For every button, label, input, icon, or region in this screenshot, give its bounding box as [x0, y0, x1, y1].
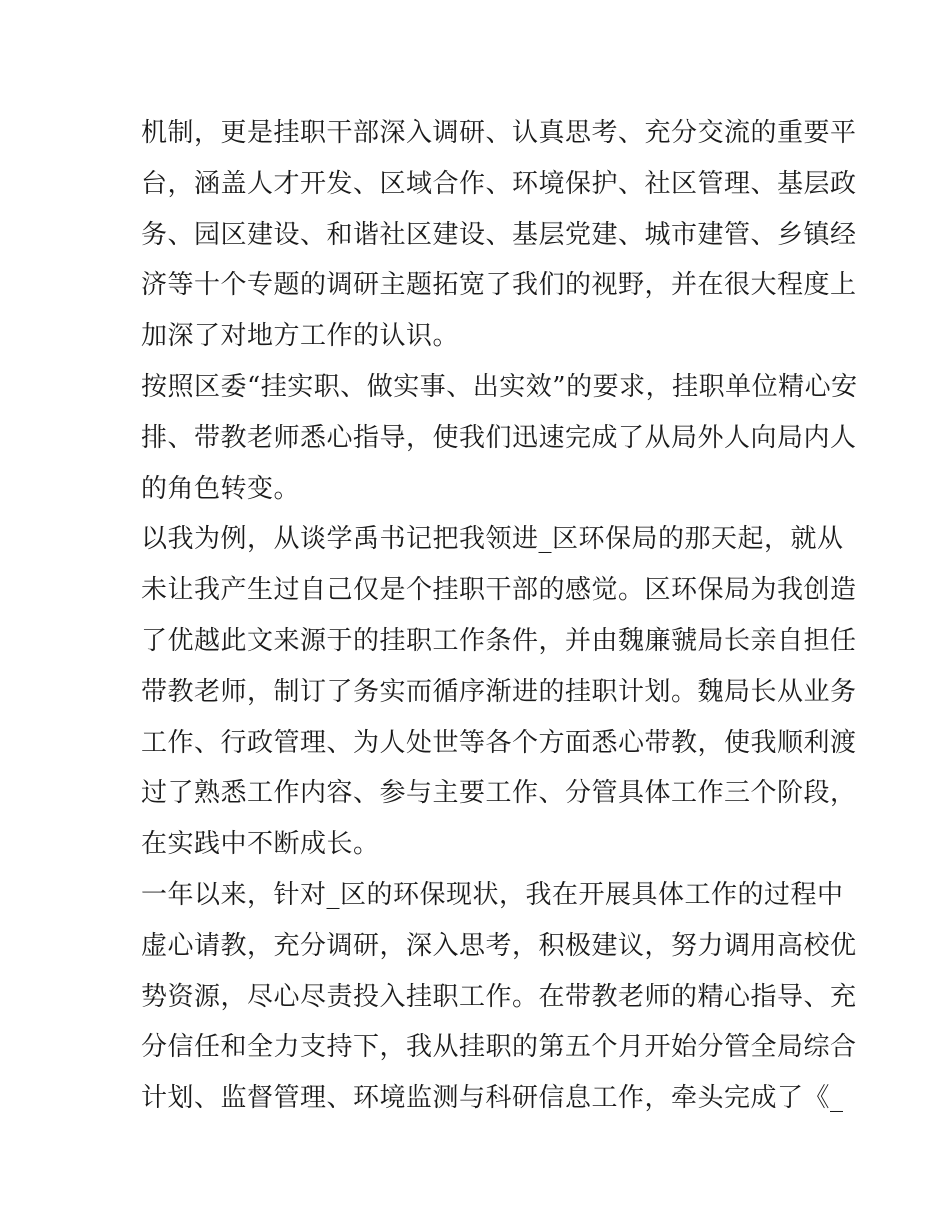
text-line: 台，涵盖人才开发、区域合作、环境保护、社区管理、基层政: [141, 168, 857, 199]
text-line: 加深了对地方工作的认识。: [141, 321, 460, 352]
text-line: 以我为例，从谈学禹书记把我领进_区环保局的那天起，就从: [141, 524, 844, 555]
text-line: 务、园区建设、和谐社区建设、基层党建、城市建管、乡镇经: [141, 219, 857, 250]
paragraph-3: [141, 514, 857, 870]
text-line: 工作、行政管理、为人处世等各个方面悉心带教，使我顺利渡: [141, 727, 857, 758]
text-line: 排、带教老师悉心指导，使我们迅速完成了从局外人向局内人: [141, 422, 857, 453]
text-line: 虚心请教，充分调研，深入思考，积极建议，努力调用高校优: [141, 930, 857, 961]
text-line: 过了熟悉工作内容、参与主要工作、分管具体工作三个阶段，: [141, 778, 857, 809]
text-line: 济等十个专题的调研主题拓宽了我们的视野，并在很大程度上: [141, 270, 857, 301]
text-line: 在实践中不断成长。: [141, 829, 380, 860]
document-body: [141, 108, 858, 1124]
text-line: 按照区委“挂实职、做实事、出实效”的要求，挂职单位精心安: [141, 371, 858, 402]
text-line: 一年以来，针对_区的环保现状，我在开展具体工作的过程中: [141, 879, 844, 910]
text-line: 分信任和全力支持下，我从挂职的第五个月开始分管全局综合: [141, 1032, 857, 1063]
text-line: 势资源，尽心尽责投入挂职工作。在带教老师的精心指导、充: [141, 981, 857, 1012]
text-line: 计划、监督管理、环境监测与科研信息工作，牵头完成了《_: [141, 1083, 844, 1114]
text-line: 机制，更是挂职干部深入调研、认真思考、充分交流的重要平: [141, 118, 857, 148]
text-line: 的角色转变。: [141, 473, 301, 504]
text-line: 带教老师，制订了务实而循序渐进的挂职计划。魏局长从业务: [141, 676, 857, 707]
paragraph-2: [141, 362, 858, 514]
text-line: 未让我产生过自己仅是个挂职干部的感觉。区环保局为我创造: [141, 575, 857, 606]
paragraph-4: [141, 870, 857, 1124]
text-line: 了优越此文来源于的挂职工作条件，并由魏廉虢局长亲自担任: [141, 625, 857, 656]
paragraph-1: [141, 108, 857, 362]
